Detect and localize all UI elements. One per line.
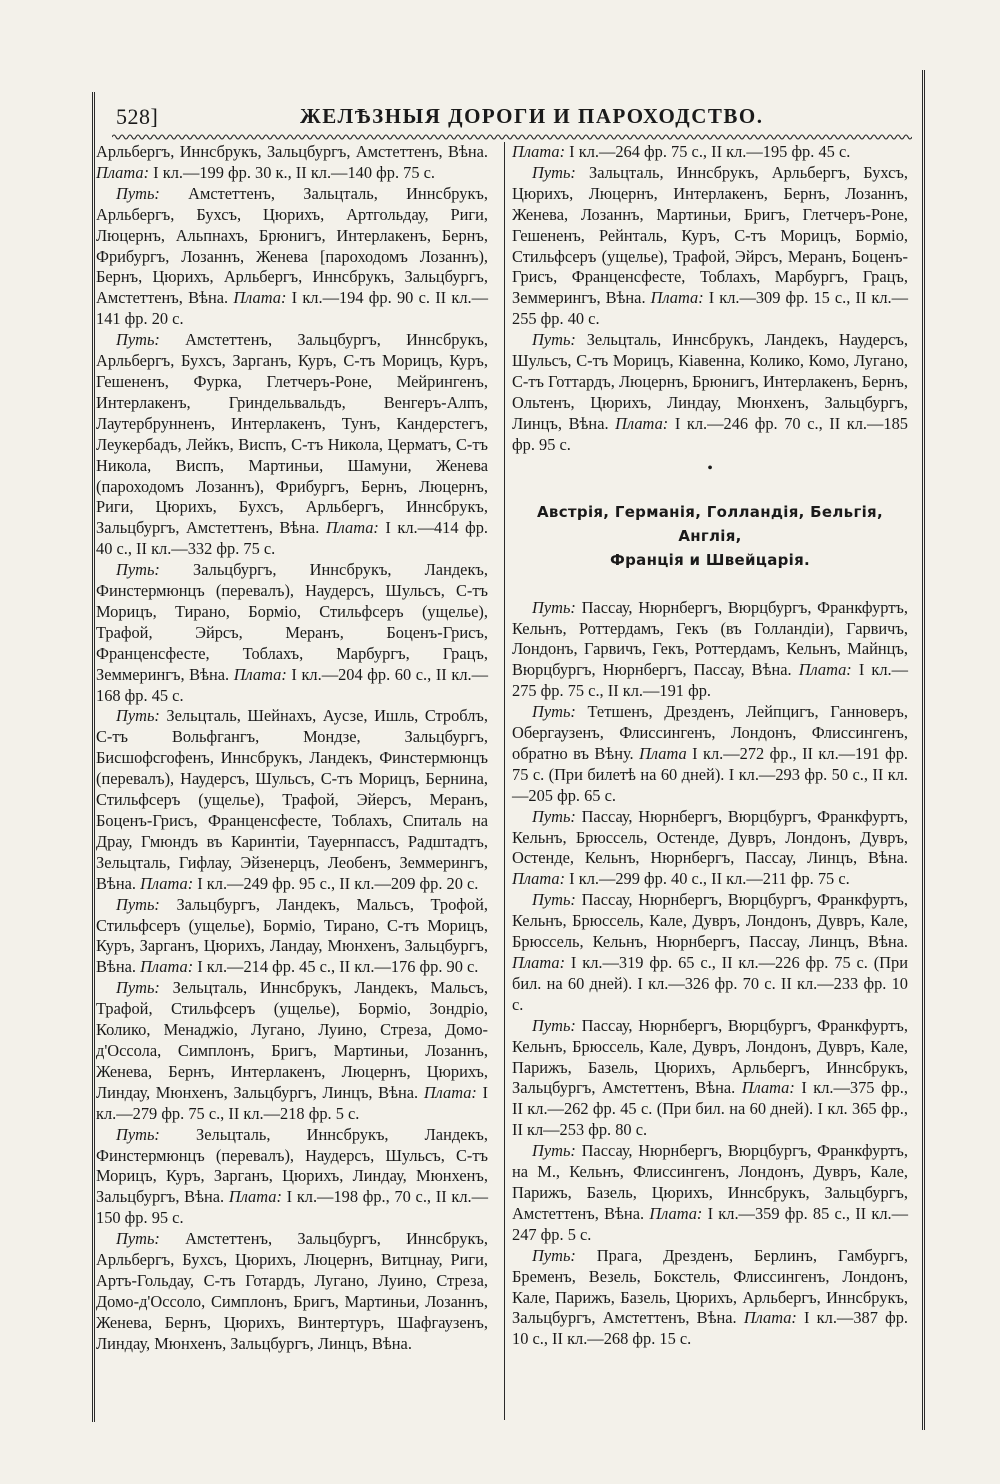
route-label: Путь: <box>532 162 576 182</box>
route-text: I кл.—264 фр. 75 с., II кл.—195 фр. 45 с. <box>565 142 851 161</box>
route-text: Пассау, Нюрнбергъ, Вюрцбургъ, Франкфуртъ, Кельнъ, Брюссель, Кале, Дувръ, Лондонъ, Дувръ, Кале, Парижъ, Базель, Цюрихъ, Арльбергъ, Иннсбрукъ, Зальцбургъ, Амстеттенъ, Вѣна. <box>512 1015 908 1098</box>
route-text: Пассау, Нюрнбергъ, Вюрцбургъ, Франкфуртъ, Кельнъ, Роттердамъ, Гекъ (въ Голландіи), Гарвичъ, Лондонъ, Гарвичъ, Гекъ, Роттердамъ, Кельнъ, Майнцъ, Вюрцбургъ, Нюрнбергъ, Пассау, Вѣна. <box>512 597 908 680</box>
route-text: Амстеттенъ, Зальцбургъ, Иннсбрукъ, Арльбергъ, Бухсъ, Зарганъ, Куръ, С-тъ Морицъ, Куръ, Гешененъ, Фурка, Глетчеръ-Роне, Мейрингенъ, Интерлакенъ, Гриндельвальдъ, Венгеръ-Алпъ, Лаутербрунненъ, Интерлакенъ, Тунъ, Кандерстегъ, Леукербадъ, Лейкъ, Виспъ, С-тъ Никола, Церматъ, С-тъ Никола, Виспъ, Мартиньи, Шамуни, Женева (пароходомъ Лозаннъ), Фрибургъ, Бернъ, Люцернъ, Риги, Цюрихъ, Бухсъ, Арльбергъ, Иннсбрукъ, Зальцбургъ, Амстеттенъ, Вѣна. <box>96 330 488 538</box>
route-label: Путь: <box>532 702 576 722</box>
fare-label: Плата: <box>140 957 194 977</box>
fare-text: I кл.—414 фр. 40 с., II кл.—332 фр. 75 с. <box>96 518 488 559</box>
fare-text: I кл.—249 фр. 95 с., II кл.—209 фр. 20 с. <box>193 873 479 893</box>
section-heading-line-2: Франція и Швейцарія. <box>609 550 811 569</box>
fare-text: I кл.—199 фр. 30 к., II кл.—140 фр. 75 с. <box>149 162 436 182</box>
route-label: Путь: <box>532 1141 576 1161</box>
route-label: Путь: <box>532 597 576 617</box>
fare-label: Плата: <box>423 1082 477 1102</box>
section-heading <box>512 500 908 572</box>
page-border-left <box>92 92 95 1422</box>
fare-label: Плата: <box>798 660 852 680</box>
route-label: Путь: <box>116 183 160 203</box>
route-label: Путь: <box>532 806 576 826</box>
fare-text: I кл.—198 фр., 70 с., II кл.—150 фр. 95 с. <box>96 1187 488 1228</box>
route-entry <box>96 184 488 330</box>
fare-label: Плата <box>639 743 687 763</box>
route-entry <box>512 1141 908 1246</box>
route-entry <box>512 1246 908 1351</box>
route-label: Путь: <box>116 978 160 998</box>
fare-label: Плата: <box>512 869 566 889</box>
route-entry <box>512 330 908 455</box>
route-text: Зельцталь, Шейнахъ, Аусзе, Ишль, Строблъ, С-тъ Вольфгангъ, Мондзе, Зальцбургъ, Бисшофсгофенъ, Иннсбрукъ, Ландекъ, Финстермюнцъ (перевалъ), Наудерсъ, Шульсъ, С-тъ Морицъ, Бернина, Стильфсеръ (ущелье), Трафой, Эйерсъ, Меранъ, Боценъ-Грисъ, Франценсфесте, Тоблахъ, Спиталь на Драу, Гмюндъ въ Каринтіи, Тауернпассъ, Радштадтъ, Зельцталь, Гифлау, Эйзенерцъ, Леобенъ, Земмерингъ, Вѣна. <box>96 706 488 893</box>
page-border-right <box>922 70 925 1430</box>
right-column-bottom <box>512 598 908 1351</box>
route-label: Путь: <box>532 1245 576 1265</box>
fare-label: Плата: <box>233 288 287 308</box>
route-entry <box>512 142 908 163</box>
fare-text: I кл.—359 фр. 85 с., II кл.—247 фр. 5 с. <box>512 1203 908 1244</box>
route-text: Пассау, Нюрнбергъ, Вюрцбургъ, Франкфуртъ, Кельнъ, Брюссель, Остенде, Дувръ, Лондонъ, Дувръ, Остенде, Кельнъ, Нюрнбергъ, Пассау, Линцъ, Вѣна. <box>512 806 908 868</box>
route-label: Путь: <box>116 560 160 580</box>
fare-text: I кл.—299 фр. 40 с., II кл.—211 фр. 75 с. <box>565 869 850 889</box>
fare-text: I кл.—279 фр. 75 с., II кл.—218 фр. 5 с. <box>96 1082 489 1123</box>
route-text: Прага, Дрезденъ, Берлинъ, Гамбургъ, Бременъ, Везель, Бокстель, Флиссингенъ, Лондонъ, Кале, Парижъ, Базель, Цюрихъ, Арльбергъ, Иннсбрукъ, Зальцбургъ, Амстеттенъ, Вѣна. <box>512 1245 908 1328</box>
route-text: Зельцталь, Иннсбрукъ, Ландекъ, Мальсъ, Трафой, Стильфсеръ (ущелье), Бормio, Зондріо, Колико, Менаджіо, Лугано, Луино, Стреза, Домо-д'Оссола, Симплонъ, Бригъ, Мартиньи, Лозаннъ, Женева, Бернъ, Интерлакенъ, Люцернъ, Цюрихъ, Линдау, Мюнхенъ, Зальцбургъ, Линцъ, Вѣна. <box>96 978 488 1102</box>
route-text: Пассау, Нюрнбергъ, Вюрцбургъ, Франкфуртъ, Кельнъ, Брюссель, Кале, Дувръ, Лондонъ, Дувръ, Кале, Брюссель, Кельнъ, Нюрнбергъ, Пассау, Линцъ, Вѣна. <box>512 890 908 952</box>
fare-label: Плата: <box>325 518 379 538</box>
route-text: Тетшенъ, Дрезденъ, Лейпцигъ, Ганноверъ, Обергаузенъ, Флиссингенъ, Лондонъ, Флиссингенъ, обратно въ Вѣну. <box>512 702 908 763</box>
fare-text: I кл.—387 фр. 10 с., II кл.—268 фр. 15 с. <box>512 1308 908 1349</box>
route-label: Путь: <box>116 1124 160 1144</box>
fare-text: I кл.—204 фр. 60 с., II кл.—168 фр. 45 с. <box>96 664 488 705</box>
fare-text: I кл.—246 фр. 70 с., II кл.—185 фр. 95 с. <box>512 413 908 454</box>
fare-label: Плата: <box>649 1203 703 1223</box>
section-divider-bullet: • <box>707 459 713 477</box>
route-entry <box>512 807 908 891</box>
route-label: Плата: <box>512 142 566 161</box>
fare-text: I кл.—309 фр. 15 с., II кл.—255 фр. 40 с. <box>512 288 908 329</box>
fare-text: I кл.—272 фр., II кл.—191 фр. 75 с. (При билетѣ на 60 дней). I кл.—293 фр. 50 с., II кл.—205 фр. 65 с. <box>512 743 908 805</box>
route-entry <box>512 702 908 807</box>
column-divider <box>504 142 505 1420</box>
route-text: Зальцталь, Иннсбрукъ, Арльбергъ, Бухсъ, Цюрихъ, Люцернъ, Интерлакенъ, Бернъ, Лозаннъ, Женева, Лозаннъ, Мартиньи, Бригъ, Глетчеръ-Роне, Гешененъ, Рейнталь, Куръ, С-тъ Морицъ, Бормio, Стильфсеръ (ущелье), Трафой, Эйрсъ, Меранъ, Боценъ-Грисъ, Франценсфесте, Тоблахъ, Марбургъ, Грацъ, Земмерингъ, Вѣна. <box>512 162 908 308</box>
route-label: Путь: <box>116 1229 160 1249</box>
page-header <box>112 104 912 132</box>
route-entry <box>512 598 908 703</box>
route-text: Арльбергъ, Иннсбрукъ, Зальцбургъ, Амстеттенъ, Вѣна. <box>96 142 488 161</box>
route-text: Зельцталь, Иннсбрукъ, Ландекъ, Финстермюнцъ (перевалъ), Наудерсъ, Шульсъ, С-тъ Морицъ, Куръ, Зарганъ, Цюрихъ, Линдау, Мюнхенъ, Зальцбургъ, Вѣна. <box>96 1124 488 1207</box>
page-number: 528] <box>116 104 159 129</box>
fare-text: I кл.—319 фр. 65 с., II кл.—226 фр. 75 с. (При бил. на 60 дней). I кл.—326 фр. 70 с. II кл.—233 фр. 10 с. <box>512 953 908 1014</box>
route-label: Путь: <box>532 1015 576 1035</box>
route-label: Путь: <box>116 706 160 726</box>
route-text: Зельцталь, Иннсбрукъ, Ландекъ, Наудерсъ, Шульсъ, С-тъ Морицъ, Кіавенна, Колико, Комо, Лугано, С-тъ Готтардъ, Люцернъ, Брюнигъ, Интерлакенъ, Бернъ, Ольтенъ, Цюрихъ, Линдау, Мюнхенъ, Зальцбургъ, Линцъ, Вѣна. <box>512 330 908 433</box>
route-entry <box>96 330 488 560</box>
route-entry <box>96 1229 488 1354</box>
route-text: Зальцбургъ, Иннсбрукъ, Ландекъ, Финстермюнцъ (перевалъ), Наудерсъ, Шульсъ, С-тъ Морицъ, Тирано, Бормio, Стильфсеръ (ущелье), Трафой, Эйрсъ, Меранъ, Боценъ-Грисъ, Франценсфесте, Тоблахъ, Марбургъ, Грацъ, Земмерингъ, Вѣна. <box>96 560 488 684</box>
wavy-rule <box>112 132 912 142</box>
left-column <box>96 142 488 1355</box>
route-entry <box>96 978 488 1124</box>
route-label: Путь: <box>116 894 160 914</box>
route-entry <box>512 163 908 330</box>
fare-label: Плата: <box>615 413 669 433</box>
fare-text: I кл.—194 фр. 90 с. II кл.—141 фр. 20 с. <box>96 288 488 329</box>
right-column-top <box>512 142 908 456</box>
route-text: Зальцбургъ, Ландекъ, Мальсъ, Трофой, Стильфсеръ (ущелье), Бормio, Тирано, С-тъ Морицъ, Куръ, Зарганъ, Цюрихъ, Ландау, Мюнхенъ, Зальцбургъ, Вѣна. <box>96 894 488 977</box>
route-label: Путь: <box>532 330 576 350</box>
section-heading-line-1: Австрія, Германія, Голландія, Бельгія, Англія, <box>537 502 883 545</box>
fare-label: Плата: <box>233 664 287 684</box>
fare-label: Плата: <box>741 1078 795 1098</box>
route-text: Пассау, Нюрнбергъ, Вюрцбургъ, Франкфуртъ, на М., Кельнъ, Флиссингенъ, Лондонъ, Дувръ, Кале, Парижъ, Базель, Цюрихъ, Иннсбрукъ, Зальцбургъ, Амстеттенъ, Вѣна. <box>512 1141 908 1223</box>
route-entry <box>96 895 488 979</box>
fare-text: I кл.—214 фр. 45 с., II кл.—176 фр. 90 с. <box>193 957 479 977</box>
route-entry <box>512 1016 908 1141</box>
right-column <box>512 142 908 1350</box>
route-entry <box>512 890 908 1015</box>
fare-text: I кл.—375 фр., II кл.—262 фр. 45 с. (При бил. на 60 дней). I кл. 365 фр., II кл—253 фр. 80 с. <box>512 1078 908 1140</box>
fare-label: Плата: <box>650 288 704 308</box>
route-text: Амстеттенъ, Зальцталь, Иннсбрукъ, Арльбергъ, Бухсъ, Цюрихъ, Артгольдау, Риги, Люцернъ, Альпнахъ, Брюнигъ, Интерлакенъ, Бернъ, Фрибургъ, Лозаннъ, Женева [пароходомъ Лозаннъ), Бернъ, Цюрихъ, Арльбергъ, Иннсбрукъ, Зальцбургъ, Амстеттенъ, Вѣна. <box>96 183 488 308</box>
fare-label: Плата: <box>228 1187 282 1207</box>
fare-text: I кл.—275 фр. 75 с., II кл.—191 фр. <box>512 660 908 701</box>
fare-label: Плата: <box>512 953 566 972</box>
fare-label: Плата: <box>140 873 194 893</box>
running-title: ЖЕЛѢЗНЫЯ ДОРОГИ И ПАРОХОДСТВО. <box>300 104 764 128</box>
route-label: Путь: <box>116 330 160 350</box>
fare-label: Плата: <box>743 1308 797 1328</box>
route-label: Путь: <box>532 890 576 910</box>
route-entry <box>96 706 488 894</box>
route-entry <box>96 142 488 184</box>
route-entry <box>96 560 488 706</box>
route-text: Амстеттенъ, Зальцбургъ, Иннсбрукъ, Арльбергъ, Бухсъ, Цюрихъ, Люцернъ, Витцнау, Риги, Артъ-Гольдау, С-тъ Готардъ, Лугано, Луино, Стреза, Домо-д'Оссоло, Симплонъ, Бригъ, Мартиньи, Лозаннъ, Женева, Бернъ, Цюрихъ, Винтертуръ, Шафгаузенъ, Линдау, Мюнхенъ, Зальцбургъ, Линцъ, Вѣна. <box>96 1229 488 1353</box>
fare-label: Плата: <box>96 162 150 182</box>
route-entry <box>96 1125 488 1230</box>
